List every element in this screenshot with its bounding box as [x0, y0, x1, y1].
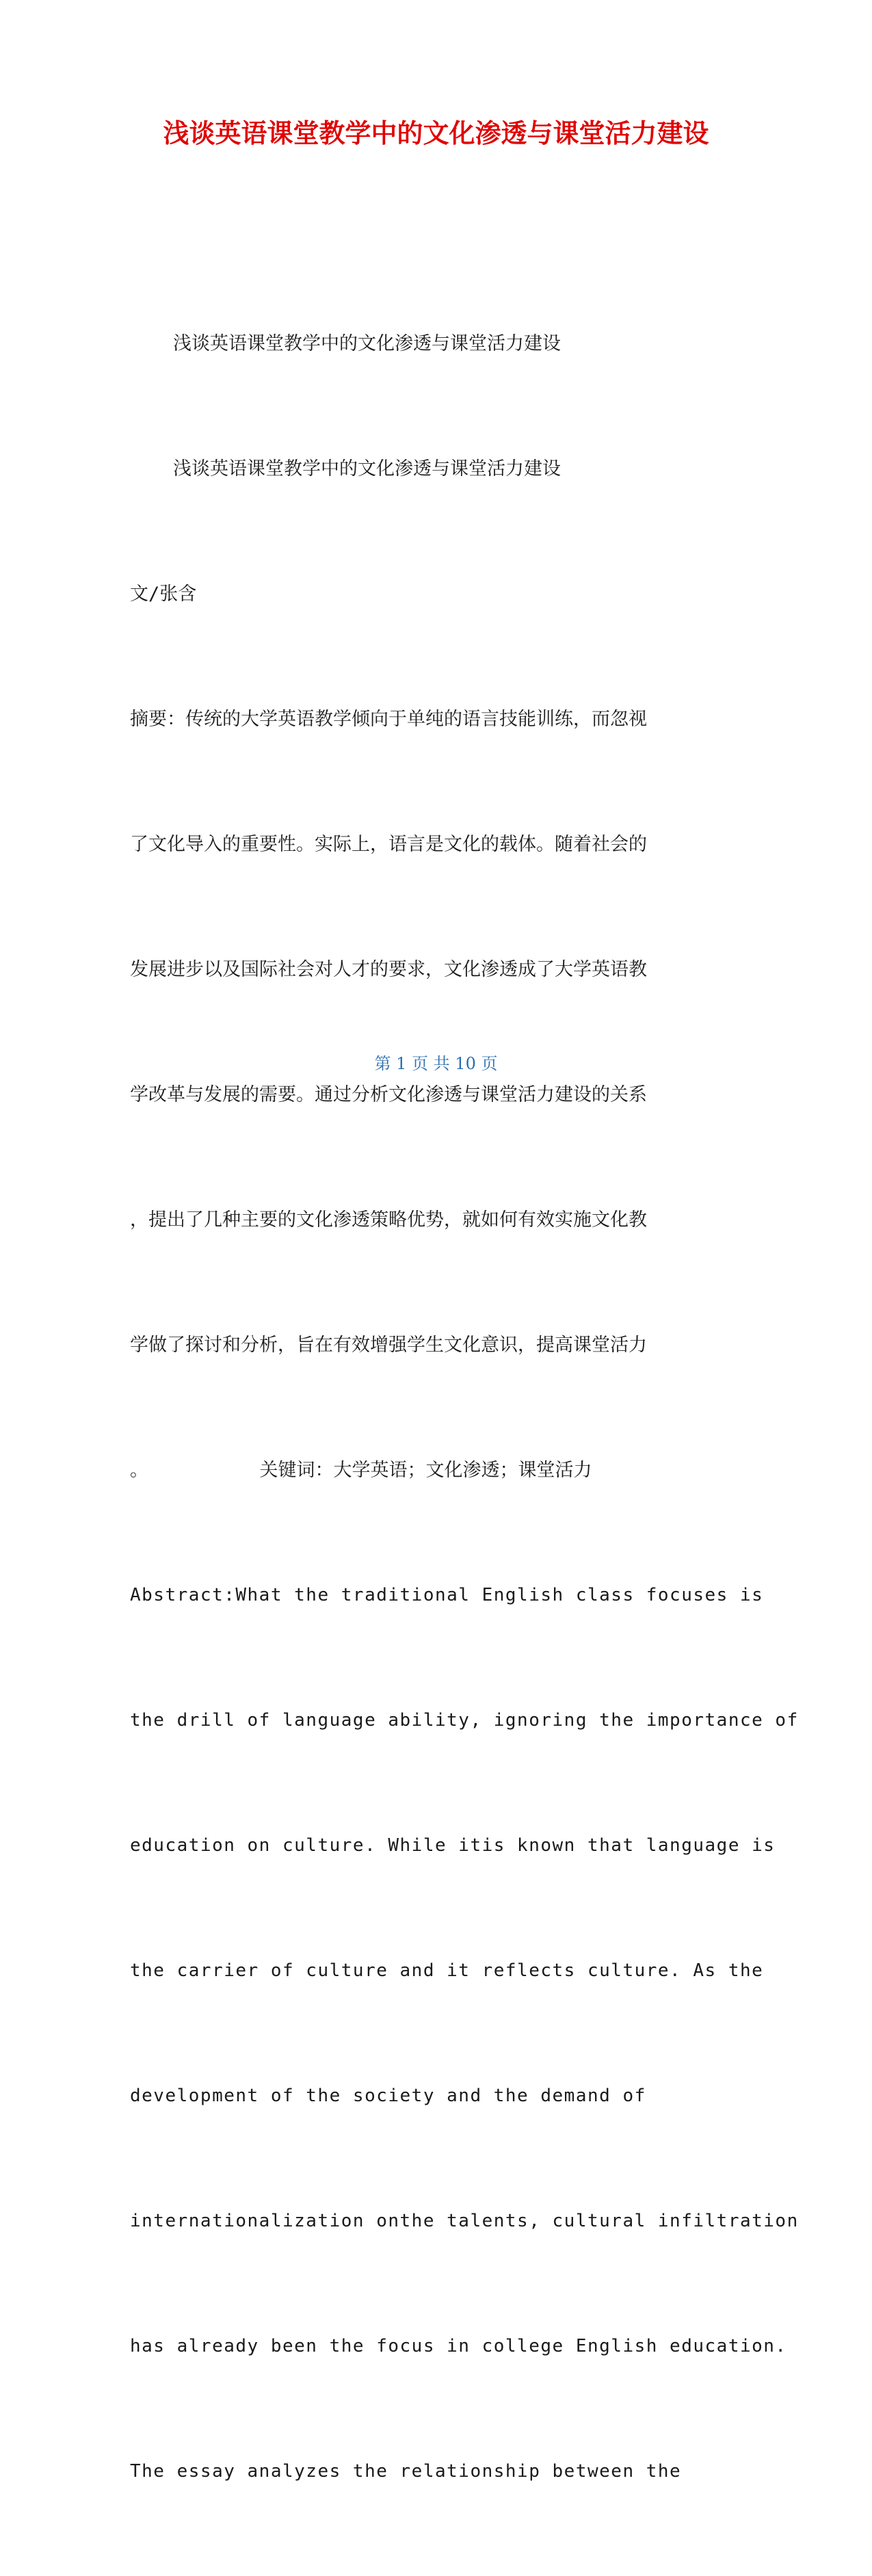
document-title: 浅谈英语课堂教学中的文化渗透与课堂活力建设 — [163, 118, 709, 148]
abstract-en-line: education on culture. While itis known that language is — [130, 1835, 776, 1856]
abstract-en-line: Abstract:What the traditional English class focuses is — [130, 1585, 764, 1605]
author-line: 文/张含 — [130, 583, 197, 605]
abstract-en-line: development of the society and the demand of — [130, 2086, 646, 2106]
abstract-en-line: has already been the focus in college English education. — [130, 2336, 787, 2356]
abstract-cn-line: ，提出了几种主要的文化渗透策略优势，就如何有效实施文化教 — [130, 1209, 647, 1231]
page-number-footer: 第 1 页 共 10 页 — [374, 1054, 498, 1073]
abstract-cn-line: 了文化导入的重要性。实际上，语言是文化的载体。随着社会的 — [130, 834, 647, 855]
body-line: 浅谈英语课堂教学中的文化渗透与课堂活力建设 — [173, 458, 561, 479]
abstract-en-line: the drill of language ability, ignoring the importance of — [130, 1710, 799, 1731]
document-body — [130, 239, 799, 2576]
abstract-en-line: the carrier of culture and it reflects culture. As the — [130, 1960, 764, 1981]
abstract-en-line: The essay analyzes the relationship between the — [130, 2461, 682, 2482]
keywords-line: 。 关键词：大学英语；文化渗透；课堂活力 — [130, 1460, 592, 1481]
body-line: 浅谈英语课堂教学中的文化渗透与课堂活力建设 — [173, 333, 561, 354]
abstract-cn-line: 学做了探讨和分析，旨在有效增强学生文化意识，提高课堂活力 — [130, 1335, 647, 1356]
abstract-cn-line: 摘要：传统的大学英语教学倾向于单纯的语言技能训练，而忽视 — [130, 709, 647, 730]
abstract-cn-line: 学改革与发展的需要。通过分析文化渗透与课堂活力建设的关系 — [130, 1084, 647, 1105]
abstract-en-line: internationalization onthe talents, cultural infiltration — [130, 2211, 799, 2231]
abstract-cn-line: 发展进步以及国际社会对人才的要求，文化渗透成了大学英语教 — [130, 959, 647, 980]
